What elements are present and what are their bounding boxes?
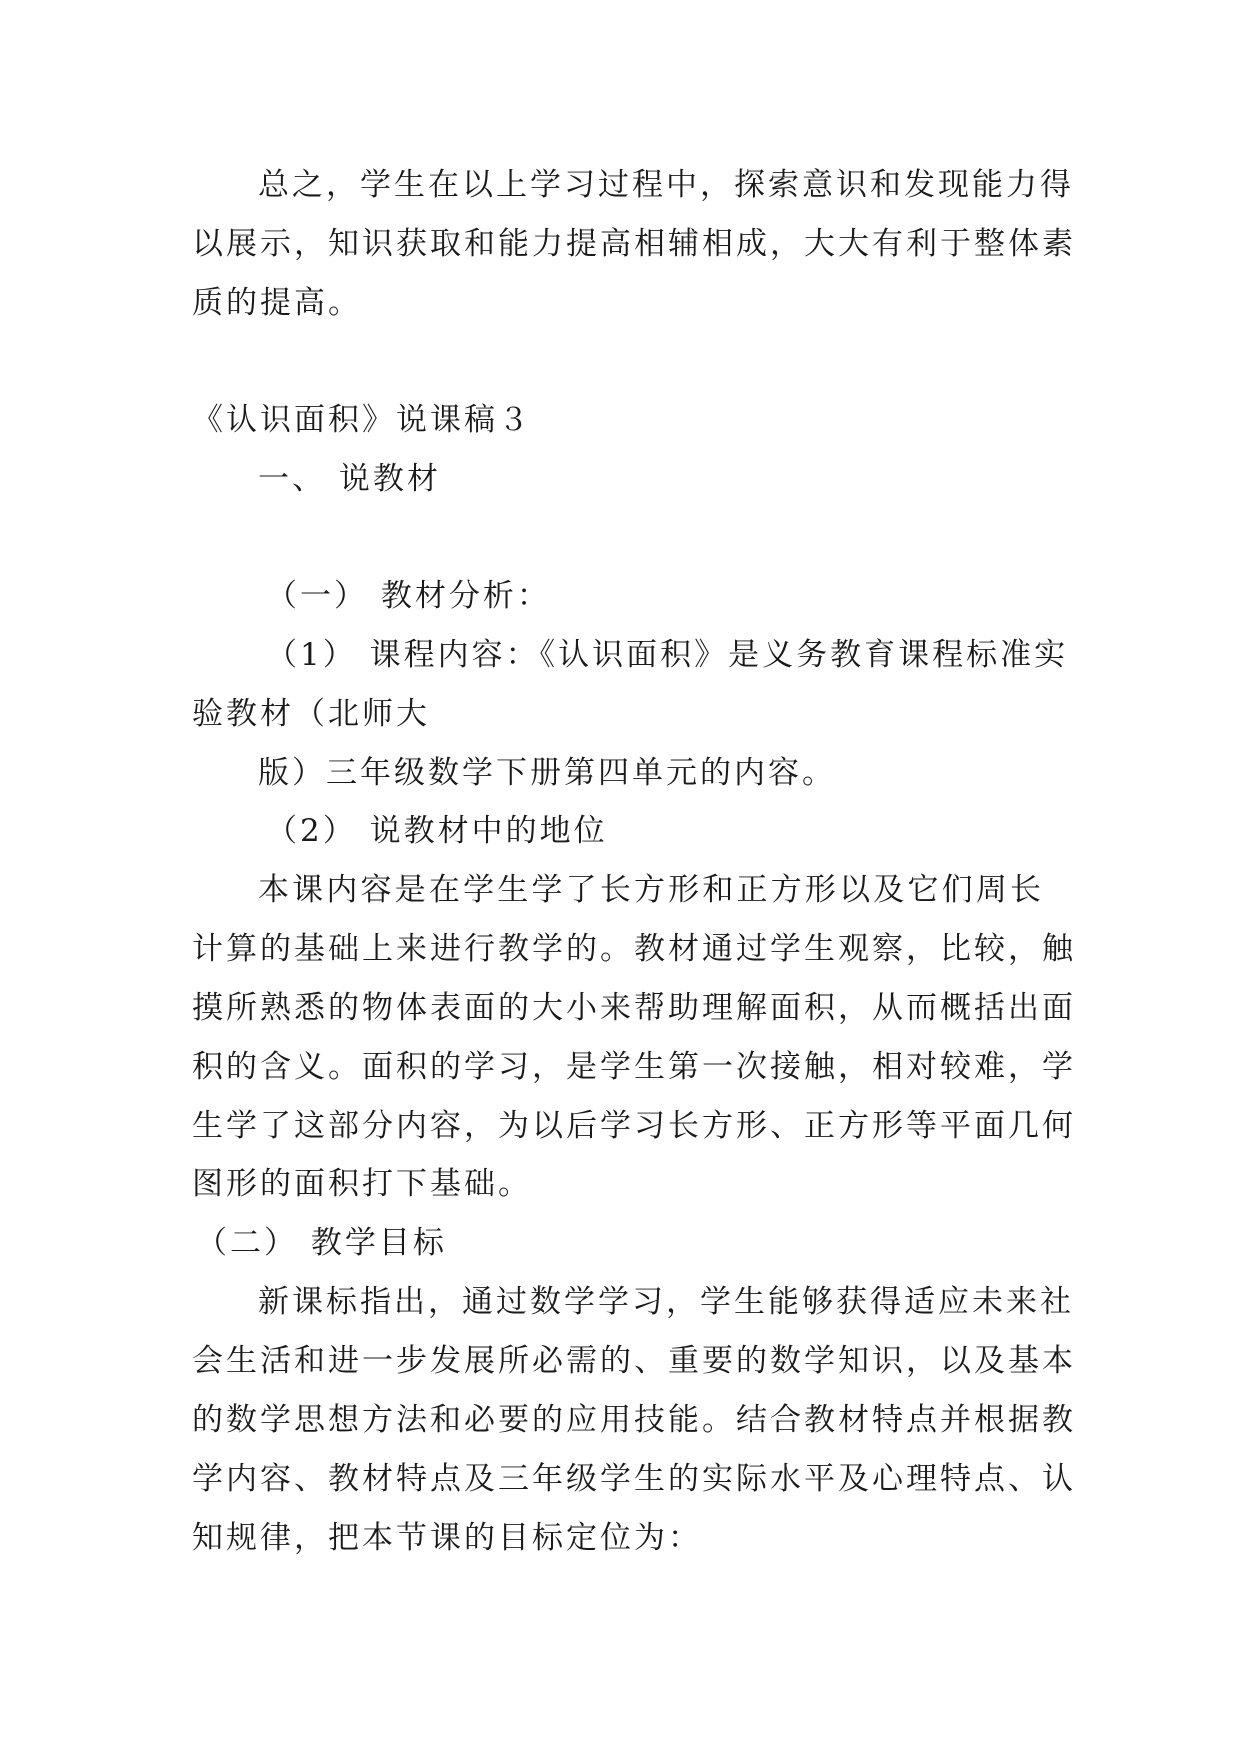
section-heading: 一、 说教材 bbox=[258, 461, 441, 497]
paragraph-line: 学内容、教材特点及三年级学生的实际水平及心理特点、认 bbox=[192, 1461, 1076, 1497]
subsection-heading: （2） 说教材中的地位 bbox=[266, 813, 608, 849]
paragraph-line: 知规律，把本节课的目标定位为： bbox=[192, 1520, 702, 1556]
paragraph-line: 生学了这部分内容，为以后学习长方形、正方形等平面几何 bbox=[192, 1108, 1076, 1144]
paragraph-line: 的数学思想方法和必要的应用技能。结合教材特点并根据教 bbox=[192, 1402, 1076, 1438]
subsection-heading: （二） 教学目标 bbox=[196, 1225, 447, 1261]
paragraph-line: 本课内容是在学生学了长方形和正方形以及它们周长 bbox=[258, 872, 1044, 908]
paragraph-line: 质的提高。 bbox=[192, 285, 362, 321]
paragraph-line: 摸所熟悉的物体表面的大小来帮助理解面积，从而概括出面 bbox=[192, 990, 1076, 1026]
paragraph-line: 积的含义。面积的学习，是学生第一次接触，相对较难，学 bbox=[192, 1049, 1076, 1085]
paragraph-line: 新课标指出，通过数学学习，学生能够获得适应未来社 bbox=[258, 1284, 1074, 1320]
paragraph-line: 总之，学生在以上学习过程中，探索意识和发现能力得 bbox=[258, 167, 1074, 203]
paragraph-line: 计算的基础上来进行教学的。教材通过学生观察，比较，触 bbox=[192, 931, 1076, 967]
paragraph-line: 版）三年级数学下册第四单元的内容。 bbox=[258, 755, 836, 791]
paragraph-line: 图形的面积打下基础。 bbox=[192, 1166, 532, 1202]
subsection-heading: （一） 教材分析： bbox=[266, 578, 551, 614]
paragraph-line: （1） 课程内容：《认识面积》是义务教育课程标准实 bbox=[266, 637, 1069, 673]
paragraph-line: 以展示，知识获取和能力提高相辅相成，大大有利于整体素 bbox=[192, 226, 1076, 262]
paragraph-line: 验教材（北师大 bbox=[192, 696, 430, 732]
paragraph-line: 会生活和进一步发展所必需的、重要的数学知识，以及基本 bbox=[192, 1343, 1076, 1379]
section-title: 《认识面积》说课稿３ bbox=[192, 402, 532, 438]
